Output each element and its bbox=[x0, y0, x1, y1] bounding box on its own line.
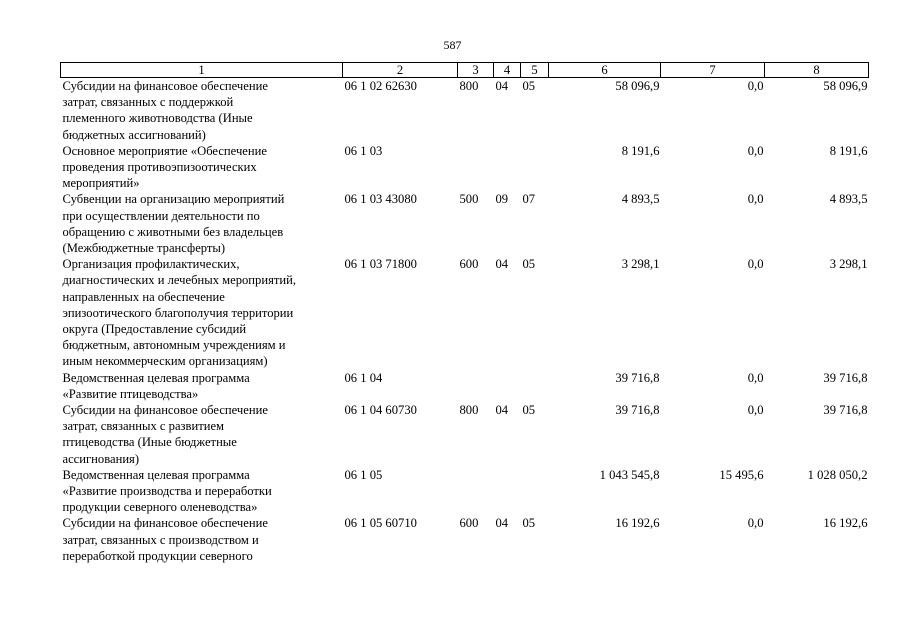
row-expense-type: 600 bbox=[459, 516, 479, 531]
row-name bbox=[61, 143, 343, 192]
row-name-line: переработкой продукции северного bbox=[62, 548, 253, 563]
row-expense-type: 800 bbox=[459, 79, 479, 93]
row-code: 06 1 03 bbox=[344, 143, 383, 158]
row-name-line: «Развитие птицеводства» bbox=[62, 386, 199, 401]
row-name bbox=[61, 402, 343, 467]
table-row bbox=[61, 143, 869, 192]
table-row bbox=[61, 467, 869, 516]
row-name-line: затрат, связанных с производством и bbox=[62, 532, 259, 547]
column-header: 2 bbox=[343, 63, 458, 78]
row-subsection bbox=[521, 143, 549, 192]
row-expense-type bbox=[458, 143, 494, 192]
row-name-line: затрат, связанных с поддержкой bbox=[62, 95, 234, 110]
row-section bbox=[494, 370, 521, 402]
row-name-line: мероприятий» bbox=[62, 176, 140, 191]
row-subsection: 05 bbox=[522, 516, 536, 531]
row-code: 06 1 05 bbox=[344, 467, 383, 482]
table-row bbox=[61, 78, 869, 143]
table-row bbox=[61, 256, 869, 369]
row-name-line: птицеводства (Иные бюджетные bbox=[62, 435, 237, 450]
row-code: 06 1 04 60730 bbox=[344, 403, 417, 418]
row-amount-regional: 16 192,6 bbox=[823, 516, 868, 531]
row-expense-type bbox=[458, 370, 494, 402]
row-subsection: 05 bbox=[522, 79, 536, 93]
row-amount-total: 16 192,6 bbox=[615, 516, 660, 531]
row-name-line: Ведомственная целевая программа bbox=[62, 370, 250, 385]
row-subsection: 05 bbox=[522, 403, 536, 418]
row-name-line: Субсидии на финансовое обеспечение bbox=[62, 403, 268, 418]
row-expense-type: 800 bbox=[459, 403, 479, 418]
column-header: 7 bbox=[661, 63, 765, 78]
row-section bbox=[494, 143, 521, 192]
row-subsection bbox=[521, 370, 549, 402]
row-amount-total: 58 096,9 bbox=[615, 79, 660, 93]
row-amount-total: 8 191,6 bbox=[621, 143, 660, 158]
row-name-line: Организация профилактических, bbox=[62, 257, 240, 272]
row-name-line: диагностических и лечебных мероприятий, bbox=[62, 273, 296, 288]
row-name-line: затрат, связанных с развитием bbox=[62, 419, 225, 434]
row-amount-total: 1 043 545,8 bbox=[599, 467, 660, 482]
table-row bbox=[61, 191, 869, 256]
row-name-line: эпизоотического благополучия территории bbox=[62, 305, 294, 320]
row-name bbox=[61, 370, 343, 402]
row-expense-type: 600 bbox=[459, 257, 479, 272]
table-row bbox=[61, 515, 869, 564]
column-header: 3 bbox=[458, 63, 494, 78]
row-name-line: округа (Предоставление субсидий bbox=[62, 322, 247, 337]
row-amount-regional: 8 191,6 bbox=[829, 143, 868, 158]
row-name-line: (Межбюджетные трансферты) bbox=[62, 241, 226, 256]
row-amount-federal: 0,0 bbox=[747, 403, 764, 418]
row-section: 09 bbox=[495, 192, 509, 207]
row-name-line: обращению с животными без владельцев bbox=[62, 224, 284, 239]
row-section: 04 bbox=[495, 257, 509, 272]
row-subsection: 05 bbox=[522, 257, 536, 272]
row-name bbox=[61, 191, 343, 256]
table-row bbox=[61, 370, 869, 402]
page-number: 587 bbox=[443, 38, 462, 52]
row-name bbox=[61, 256, 343, 369]
row-name-line: племенного животноводства (Иные bbox=[62, 111, 253, 126]
row-amount-regional: 1 028 050,2 bbox=[807, 467, 868, 482]
row-name-line: Субвенции на организацию мероприятий bbox=[62, 192, 285, 207]
row-name-line: Ведомственная целевая программа bbox=[62, 467, 250, 482]
row-code: 06 1 04 bbox=[344, 370, 383, 385]
row-amount-total: 4 893,5 bbox=[621, 192, 660, 207]
row-code: 06 1 03 71800 bbox=[344, 257, 417, 272]
row-name-line: «Развитие производства и переработки bbox=[62, 484, 272, 499]
row-name bbox=[61, 515, 343, 564]
row-amount-federal: 0,0 bbox=[747, 79, 764, 93]
row-section bbox=[494, 467, 521, 516]
row-amount-total: 39 716,8 bbox=[615, 370, 660, 385]
row-amount-regional: 39 716,8 bbox=[823, 403, 868, 418]
row-name-line: направленных на обеспечение bbox=[62, 289, 225, 304]
row-expense-type bbox=[458, 467, 494, 516]
row-name-line: Субсидии на финансовое обеспечение bbox=[62, 79, 268, 93]
row-name-line: бюджетным, автономным учреждениям и bbox=[62, 338, 286, 353]
header-row bbox=[61, 63, 869, 78]
column-header: 4 bbox=[494, 63, 521, 78]
row-name-line: иным некоммерческим организациям) bbox=[62, 354, 268, 369]
row-amount-regional: 3 298,1 bbox=[829, 257, 868, 272]
row-amount-regional: 4 893,5 bbox=[829, 192, 868, 207]
row-section: 04 bbox=[495, 79, 509, 93]
row-code: 06 1 03 43080 bbox=[344, 192, 417, 207]
row-amount-federal: 15 495,6 bbox=[719, 467, 764, 482]
row-name-line: проведения противоэпизоотических bbox=[62, 160, 257, 175]
row-section: 04 bbox=[495, 403, 509, 418]
row-amount-federal: 0,0 bbox=[747, 192, 764, 207]
column-header: 5 bbox=[521, 63, 549, 78]
row-code: 06 1 02 62630 bbox=[344, 79, 417, 93]
row-subsection bbox=[521, 467, 549, 516]
column-header: 1 bbox=[61, 63, 343, 78]
row-name-line: продукции северного оленеводства» bbox=[62, 500, 258, 515]
row-name-line: при осуществлении деятельности по bbox=[62, 208, 260, 223]
column-header: 6 bbox=[549, 63, 661, 78]
row-name-line: бюджетных ассигнований) bbox=[62, 127, 206, 142]
row-name-line: Основное мероприятие «Обеспечение bbox=[62, 143, 267, 158]
table-body bbox=[61, 78, 869, 565]
row-amount-regional: 39 716,8 bbox=[823, 370, 868, 385]
row-amount-regional: 58 096,9 bbox=[823, 79, 868, 93]
table-row bbox=[61, 402, 869, 467]
row-amount-federal: 0,0 bbox=[747, 370, 764, 385]
row-amount-federal: 0,0 bbox=[747, 257, 764, 272]
row-name-line: ассигнования) bbox=[62, 451, 140, 466]
column-header: 8 bbox=[765, 63, 869, 78]
row-amount-federal: 0,0 bbox=[747, 516, 764, 531]
row-name bbox=[61, 467, 343, 516]
row-amount-total: 3 298,1 bbox=[621, 257, 660, 272]
row-name bbox=[61, 78, 343, 143]
row-section: 04 bbox=[495, 516, 509, 531]
row-amount-total: 39 716,8 bbox=[615, 403, 660, 418]
row-subsection: 07 bbox=[522, 192, 536, 207]
row-expense-type: 500 bbox=[459, 192, 479, 207]
row-code: 06 1 05 60710 bbox=[344, 516, 417, 531]
row-name-line: Субсидии на финансовое обеспечение bbox=[62, 516, 268, 531]
row-amount-federal: 0,0 bbox=[747, 143, 764, 158]
budget-table bbox=[60, 62, 869, 564]
